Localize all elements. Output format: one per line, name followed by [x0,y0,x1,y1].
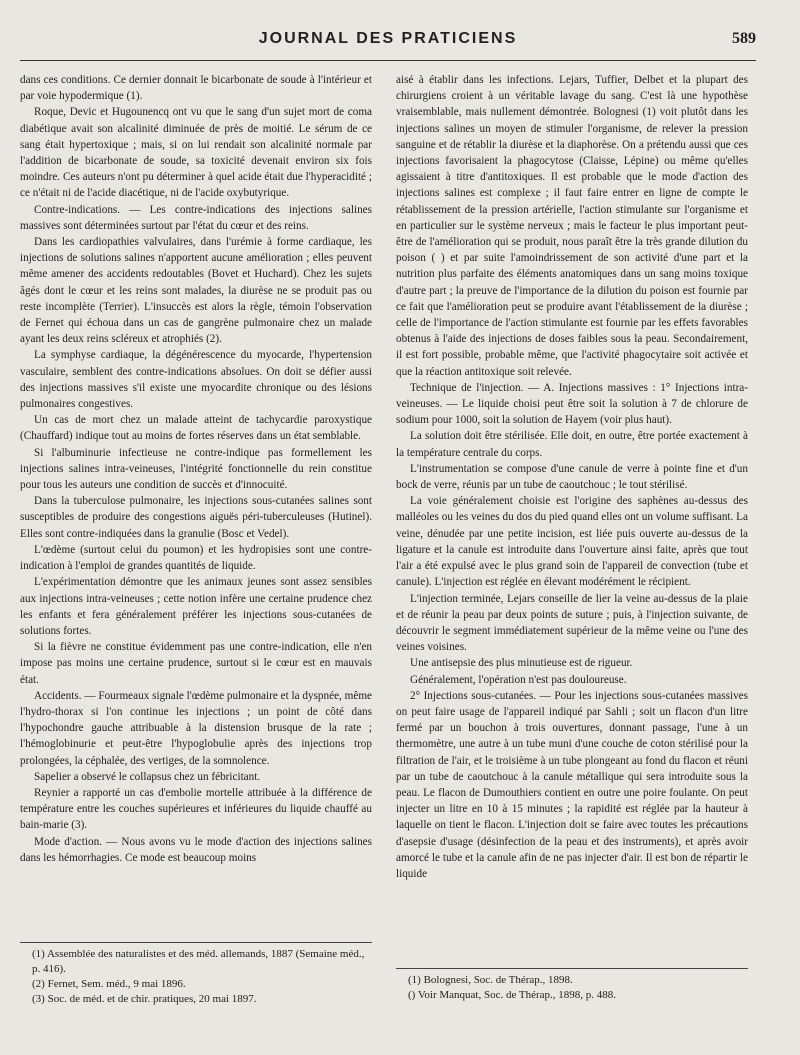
paragraph: Dans la tuberculose pulmonaire, les injections sous-cutanées salines sont susceptibles de produire des congestions aiguës péri-tuberculeuses (Hutinel). Elles sont contre-indiquées dans la granulie (Bosc et Vedel). [20,495,372,540]
paragraph: L'expérimentation démontre que les animaux jeunes sont assez sensibles aux injections intra-veineuses ; cette notion infère une certaine prudence chez les enfants et fera généralement préférer les injections sous-cutanées de solutions fortes. [20,576,372,637]
footnote: (1) Assemblée des naturalistes et des méd. allemands, 1887 (Semaine méd., p. 416). [32,948,365,975]
paragraph: dans ces conditions. Ce dernier donnait le bicarbonate de soude à l'intérieur et par voie hypodermique (1). [20,74,372,103]
footnote: () Voir Manquat, Soc. de Thérap., 1898, p. 488. [408,989,617,1001]
paragraph: Un cas de mort chez un malade atteint de tachycardie paroxystique (Chauffard) indique tout au moins de fortes réserves dans un état semblable. [20,414,372,443]
paragraph: Sapelier a observé le collapsus chez un fébricitant. [34,770,261,783]
paragraph: Une antisepsie des plus minutieuse est de rigueur. [410,657,633,670]
footnote: (1) Bolognesi, Soc. de Thérap., 1898. [408,974,573,986]
journal-title: JOURNAL DES PRATICIENS [258,30,518,47]
paragraph: Mode d'action. — Nous avons vu le mode d'action des injections salines dans les hémorrhagies. Ce mode est beaucoup moins [20,835,372,864]
paragraph: La voie généralement choisie est l'origine des saphènes au-dessus des malléoles ou les veines du dos du pied quand elles ont un volume suffisant. La veine, dénudée par une petite incision, est liée puis ouverte au-dessus de la ligature et la canule est introduite dans l'ouverture ainsi faite, après que tout l'air a été expulsé avec le plus grand soin de l'appareil de convection (tube et canule). L'injection est réglée en élevant modérément le récipient. [396,495,748,589]
paragraph: Reynier a rapporté un cas d'embolie mortelle attribuée à la différence de température entre les couches supérieures et inférieures du liquide chauffé au bain-marie (3). [20,786,372,832]
page-number: 589 [732,30,756,47]
paragraph: Si l'albuminurie infectieuse ne contre-indique pas formellement les injections salines intra-veineuses, l'intégrité fonctionnelle du rein constitue pour tous les auteurs une condition de succès et d'innocuité. [20,446,372,492]
footnotes-right [396,968,748,1003]
paragraph: Technique de l'injection. — A. Injections massives : 1° Injections intra-veineuses. — Le liquide choisi peut être soit la solution à 7 de chlorure de sodium pour 1000, soit la solution de Hayem (voir plus haut). [396,381,748,427]
paragraph: Roque, Devic et Hugounencq ont vu que le sang d'un sujet mort de coma diabétique avait son alcalinité diminuée de près de moitié. Le sérum de ce sang était hypertoxique ; mais, si on lui rendait son alcalinité normale par l'addition de bicarbonate de soude, sa toxicité devenait environ six fois moindre. Ces auteurs n'ont pu déterminer à quel acide était due l'hyperacidité ; ce n'était ni de l'acide diacétique, ni de l'acide oxybutyrique. [20,106,372,200]
paragraph: Contre-indications. — Les contre-indications des injections salines massives sont déterminées surtout par l'état du cœur et des reins. [20,203,372,232]
paragraph: Accidents. — Fourmeaux signale l'œdème pulmonaire et la dyspnée, même l'hydro-thorax si l'on continue les injections ; un point de côté dans l'hypochondre gauche attribuable à la distension brusque de la rate ; l'hémoglobinurie et peut-être l'hypoglobulie après des injections trop prolongées, la céphalée, des vertiges, de la somnolence. [20,689,372,767]
paragraph: Si la fièvre ne constitue évidemment pas une contre-indication, elle n'en impose pas moins une certaine prudence, surtout si le cœur est en mauvais état. [20,641,372,686]
footnotes-left [20,942,372,1007]
paragraph: La symphyse cardiaque, la dégénérescence du myocarde, l'hypertension vasculaire, semblent des contre-indications absolues. On doit se défier aussi des injections massives s'il existe une myocardite chronique ou des lésions pulmonaires congestives. [20,349,372,411]
paragraph: aisé à établir dans les infections. Lejars, Tuffier, Delbet et la plupart des chirurgiens croient à un véritable lavage du sang. C'est là une hypothèse vraisemblable, mais nullement démontrée. Bolognesi (1) voit plutôt dans les injections salines un moyen de stimuler l'organisme, de relever la pression sanguine et de rétablir la diurèse et la diaphorèse. On a prétendu aussi que ces injections favorisaient la phagocytose (Claisse, Lépine) ou même qu'elles agissaient à titre d'antitoxiques. Il est probable que le mode d'action des injections salines est complexe ; il faut faire entrer en ligne de compte le rétablissement de la pression artérielle, l'action stimulante sur l'organisme et en particulier sur le système nerveux ; mais le facteur le plus important peut-être de l'amélioration qui se produit, nous paraît être la très grande dilution du poison ( ) et par suite l'amoindrissement de son activité d'une part et la nutrition plus parfaite des éléments anatomiques dans un sang moins toxique d'autre part ; la preuve de l'importance de la dilution du poison est fournie par ce fait que l'amélioration peut se produire avant l'établissement de la diurèse ; celle de l'importance de l'action stimulante est fournie par les effets favorables obtenus à l'aide des injections de doses faibles sous la peau. Secondairement, il est fort possible, probable même, que l'activité phagocytaire soit activée et que la réaction antitoxique soit relevée. [396,74,748,378]
footnote: (2) Fernet, Sem. méd., 9 mai 1896. [32,978,186,990]
paragraph: L'injection terminée, Lejars conseille de lier la veine au-dessus de la plaie et de réunir la peau par deux points de suture ; puis, à l'injection suivante, de découvrir le segment immédiatement supérieur de la même veine ou l'une des veines voisines. [396,592,748,654]
paragraph: Généralement, l'opération n'est pas douloureuse. [410,673,627,686]
paragraph: 2° Injections sous-cutanées. — Pour les injections sous-cutanées massives on peut faire usage de l'appareil indiqué par Sahli ; soit un flacon d'un litre fermé par un bouchon à trois ouvertures, donnant passage, l'une à un thermomètre, une autre à un tube muni d'une couche de coton stérilisé pour la filtration de l'air, et le troisième à un tube plongeant au fond du flacon et réuni par un tube de caoutchouc à la canule métallique qui sera introduite sous la peau. Le flacon de Dumouthiers contient en outre une poire foulante. On peut injecter un litre en 10 à 15 minutes ; la rapidité est réglée par la hauteur à laquelle on tient le flacon. L'injection doit se faire avec toutes les précautions d'asepsie d'usage (désinfection de la peau et des instruments), et après avoir amorcé le tube et la canule afin de ne pas injecter d'air. Il est bon de répartir le liquide [396,689,748,880]
paragraph: L'œdème (surtout celui du poumon) et les hydropisies sont une contre-indication à l'emploi de grandes quantités de liquide. [20,543,372,573]
page-header [20,26,756,61]
left-column [20,72,372,866]
paragraph: Dans les cardiopathies valvulaires, dans l'urémie à forme cardiaque, les injections de solutions salines n'apportent aucune amélioration ; elles peuvent même amener des accidents redoutables (Bovet et Huchard). Chez les sujets âgés dont le cœur et les reins sont malades, la diurèse ne se produit pas ou reste incomplète (Terrier). L'insuccès est alors la règle, témoin l'observation de Fernet qui échoua dans un cas de gangrène pulmonaire chez un malade ayant les deux reins scléreux et atrophiés (2). [20,236,372,346]
paragraph: L'instrumentation se compose d'une canule de verre à pointe fine et d'un bock de verre, réunis par un tube de caoutchouc ; le tout stérilisé. [396,462,748,492]
paragraph: La solution doit être stérilisée. Elle doit, en outre, être portée exactement à la température centrale du corps. [396,430,748,459]
footnote: (3) Soc. de méd. et de chir. pratiques, 20 mai 1897. [32,993,257,1005]
right-column [396,72,748,882]
